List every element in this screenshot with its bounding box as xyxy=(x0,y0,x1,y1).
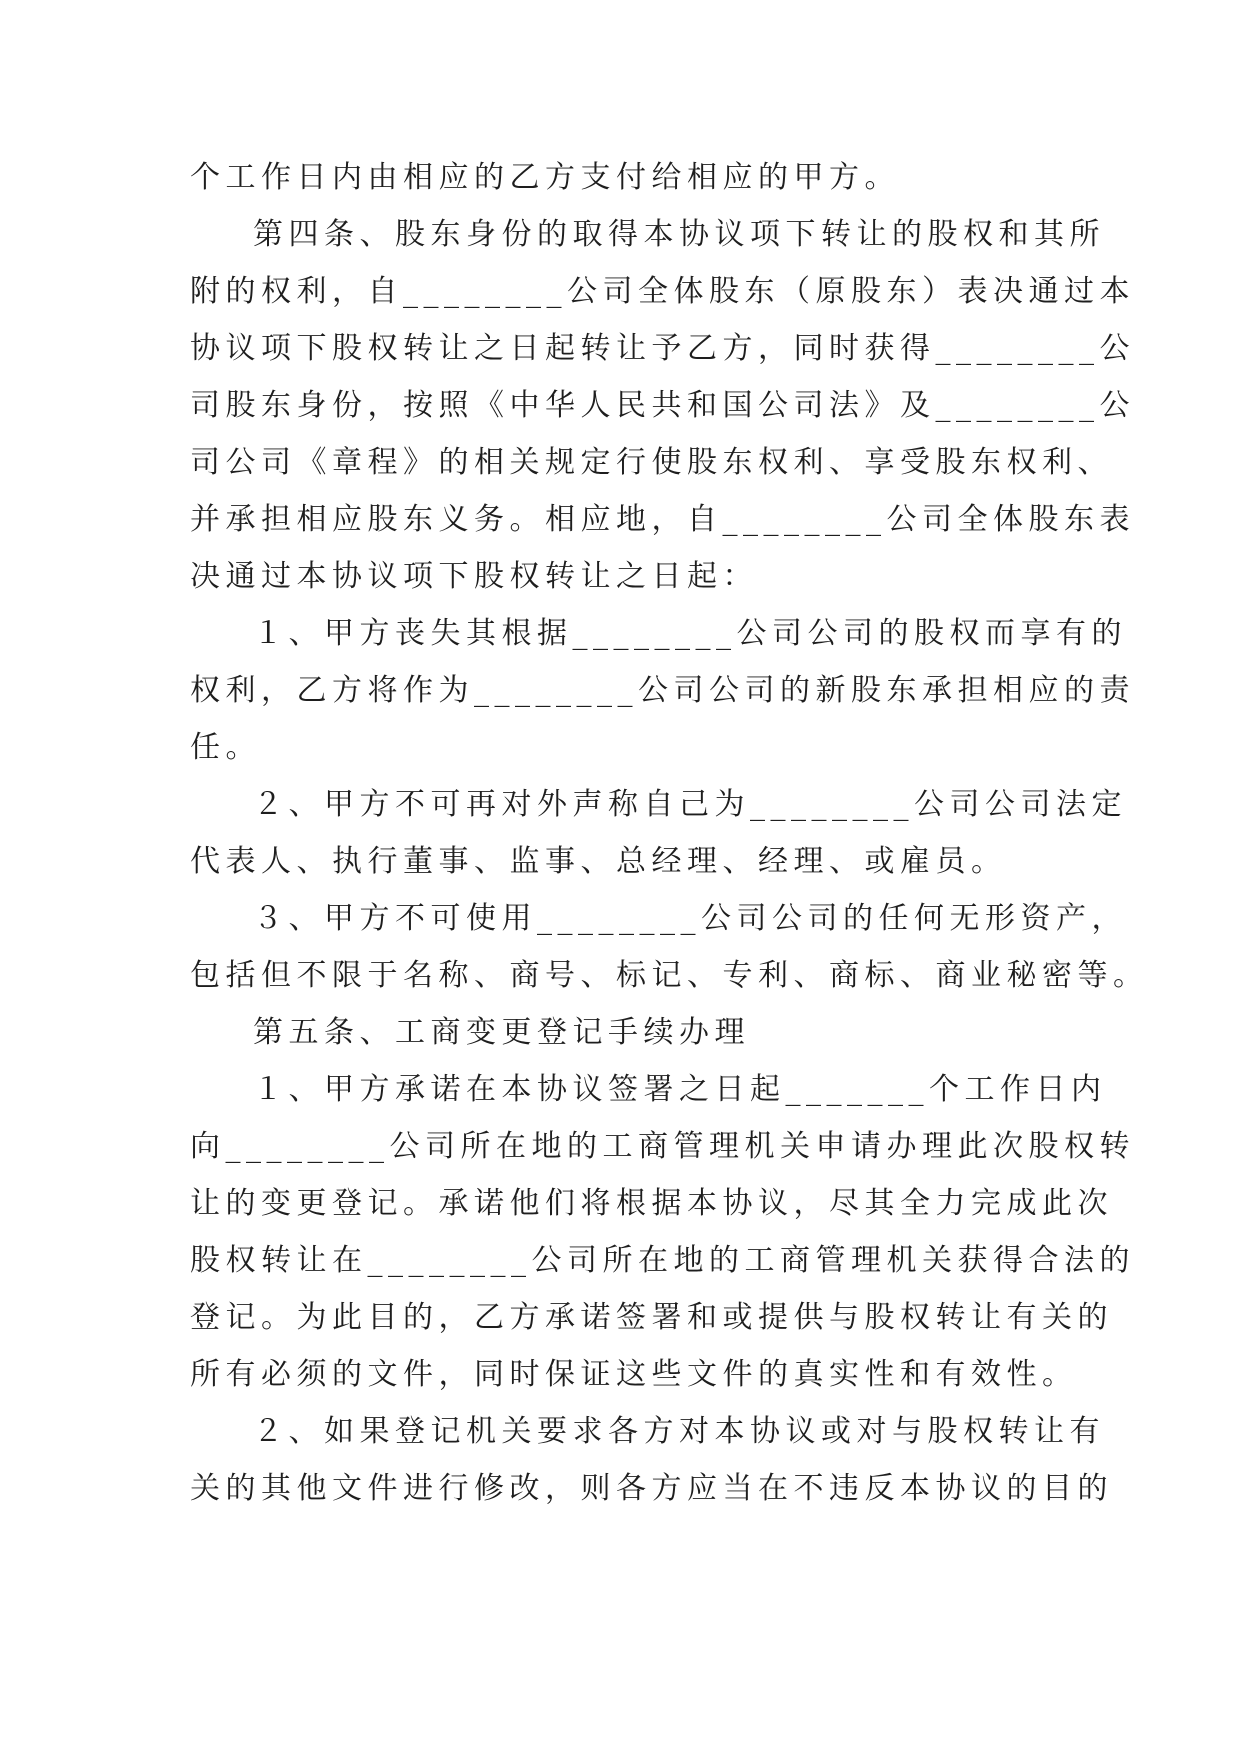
text-line: 协议项下股权转让之日起转让予乙方，同时获得________公 xyxy=(190,331,1135,366)
text-line: 所有必须的文件，同时保证这些文件的真实性和有效性。 xyxy=(190,1357,1078,1392)
text-line: 关的其他文件进行修改，则各方应当在不违反本协议的目的 xyxy=(190,1471,1113,1506)
text-line: 司股东身份，按照《中华人民共和国公司法》及________公 xyxy=(190,388,1135,423)
text-line: ２、如果登记机关要求各方对本协议或对与股权转让有 xyxy=(253,1414,1105,1449)
text-line: 任。 xyxy=(190,730,261,765)
text-line: 向________公司所在地的工商管理机关申请办理此次股权转 xyxy=(190,1129,1135,1164)
text-line: 登记。为此目的，乙方承诺签署和或提供与股权转让有关的 xyxy=(190,1300,1113,1335)
text-line: 权利，乙方将作为________公司公司的新股东承担相应的责 xyxy=(190,673,1135,708)
text-line: 第五条、工商变更登记手续办理 xyxy=(253,1015,750,1050)
text-line: １、甲方丧失其根据________公司公司的股权而享有的 xyxy=(253,616,1127,651)
text-line: 个工作日内由相应的乙方支付给相应的甲方。 xyxy=(190,160,900,195)
text-line: ２、甲方不可再对外声称自己为________公司公司法定 xyxy=(253,787,1127,822)
text-line: 附的权利，自________公司全体股东（原股东）表决通过本 xyxy=(190,274,1135,309)
text-line: ３、甲方不可使用________公司公司的任何无形资产， xyxy=(253,901,1127,936)
text-line: 第四条、股东身份的取得本协议项下转让的股权和其所 xyxy=(253,217,1105,252)
text-line: 让的变更登记。承诺他们将根据本协议，尽其全力完成此次 xyxy=(190,1186,1113,1221)
text-line: 包括但不限于名称、商号、标记、专利、商标、商业秘密等。 xyxy=(190,958,1149,993)
text-line: １、甲方承诺在本协议签署之日起_______个工作日内 xyxy=(253,1072,1107,1107)
text-line: 并承担相应股东义务。相应地，自________公司全体股东表 xyxy=(190,502,1135,537)
text-line: 决通过本协议项下股权转让之日起： xyxy=(190,559,758,594)
text-line: 司公司《章程》的相关规定行使股东权利、享受股东权利、 xyxy=(190,445,1113,480)
text-line: 股权转让在________公司所在地的工商管理机关获得合法的 xyxy=(190,1243,1135,1278)
text-line: 代表人、执行董事、监事、总经理、经理、或雇员。 xyxy=(190,844,1007,879)
